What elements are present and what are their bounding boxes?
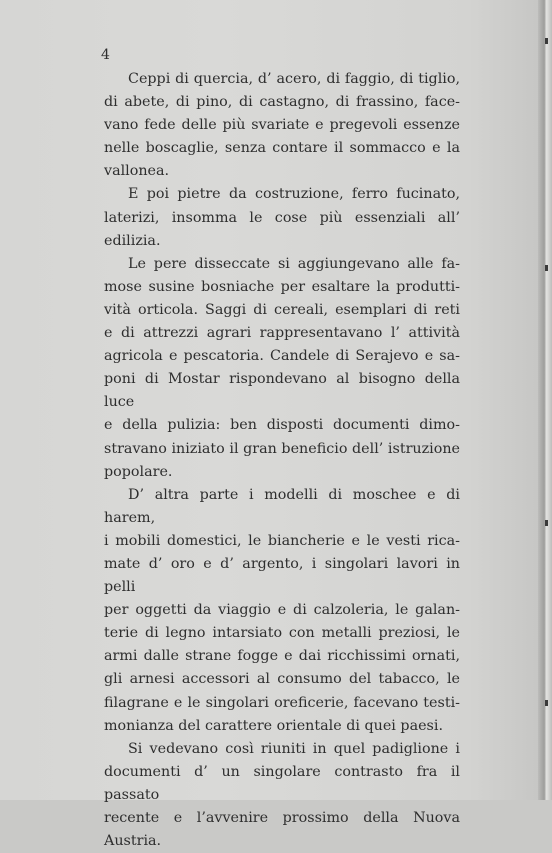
text-line: vità orticola. Saggi di cereali, esemplari di reti bbox=[104, 301, 460, 318]
text-line: agricola e pescatoria. Candele di Serajevo e sa- bbox=[104, 348, 460, 365]
text-line: i mobili domestici, le biancherie e le vesti rica- bbox=[104, 532, 460, 549]
paragraph-2 bbox=[104, 183, 460, 252]
edge-mark bbox=[545, 38, 548, 44]
text-line: popolare. bbox=[104, 463, 173, 480]
edge-mark bbox=[545, 265, 548, 271]
paragraph-1 bbox=[104, 68, 460, 183]
text-line: E poi pietre da costruzione, ferro fucinato, bbox=[128, 186, 460, 203]
text-line: nelle boscaglie, senza contare il sommacco e la bbox=[104, 140, 460, 157]
text-line: di abete, di pino, di castagno, di frassino, face- bbox=[104, 94, 460, 111]
text-line: e di attrezzi agrari rappresentavano l’ attività bbox=[104, 325, 460, 342]
text-line: vano fede delle più svariate e pregevoli essenze bbox=[104, 117, 460, 134]
text-line: stravano iniziato il gran beneficio dell’ istruzione bbox=[104, 440, 460, 457]
body-text bbox=[104, 68, 460, 853]
text-line: Si vedevano così riuniti in quel padiglione i bbox=[128, 740, 460, 757]
text-line: poni di Mostar rispondevano al bisogno della luce bbox=[104, 371, 460, 411]
edge-mark bbox=[545, 700, 548, 706]
page-number: 4 bbox=[101, 47, 110, 63]
text-line: vallonea. bbox=[104, 163, 170, 180]
text-line: per oggetti da viaggio e di calzoleria, le galan- bbox=[104, 602, 460, 619]
text-line: monianza del carattere orientale di quei paesi. bbox=[104, 717, 444, 734]
paragraph-3 bbox=[104, 253, 460, 484]
text-line: terie di legno intarsiato con metalli preziosi, le bbox=[104, 625, 460, 642]
text-line: documenti d’ un singolare contrasto fra il passato bbox=[104, 763, 460, 803]
edge-mark bbox=[545, 520, 548, 526]
text-line: mose susine bosniache per esaltare la produtti- bbox=[104, 278, 460, 295]
page-edge bbox=[538, 0, 552, 800]
text-line: mate d’ oro e d’ argento, i singolari lavori in pelli bbox=[104, 555, 460, 596]
text-line: laterizi, insomma le cose più essenziali all’ edilizia. bbox=[104, 209, 460, 249]
paragraph-4 bbox=[104, 484, 460, 738]
text-line: gli arnesi accessori al consumo del tabacco, le bbox=[104, 671, 460, 688]
text-line: recente e l’avvenire prossimo della Nuova Austria. bbox=[104, 810, 460, 850]
paragraph-5 bbox=[104, 738, 460, 853]
text-line: Le pere disseccate si aggiungevano alle fa- bbox=[128, 255, 460, 272]
text-line: armi dalle strane fogge e dai ricchissimi ornati, bbox=[104, 648, 460, 665]
text-line: e della pulizia: ben disposti documenti dimo- bbox=[104, 417, 460, 434]
text-line: Ceppi di quercia, d’ acero, di faggio, di tiglio, bbox=[128, 71, 460, 87]
text-line: D’ altra parte i modelli di moschee e di harem, bbox=[104, 486, 460, 526]
text-line: filagrane e le singolari oreficerie, facevano testi- bbox=[104, 694, 460, 711]
